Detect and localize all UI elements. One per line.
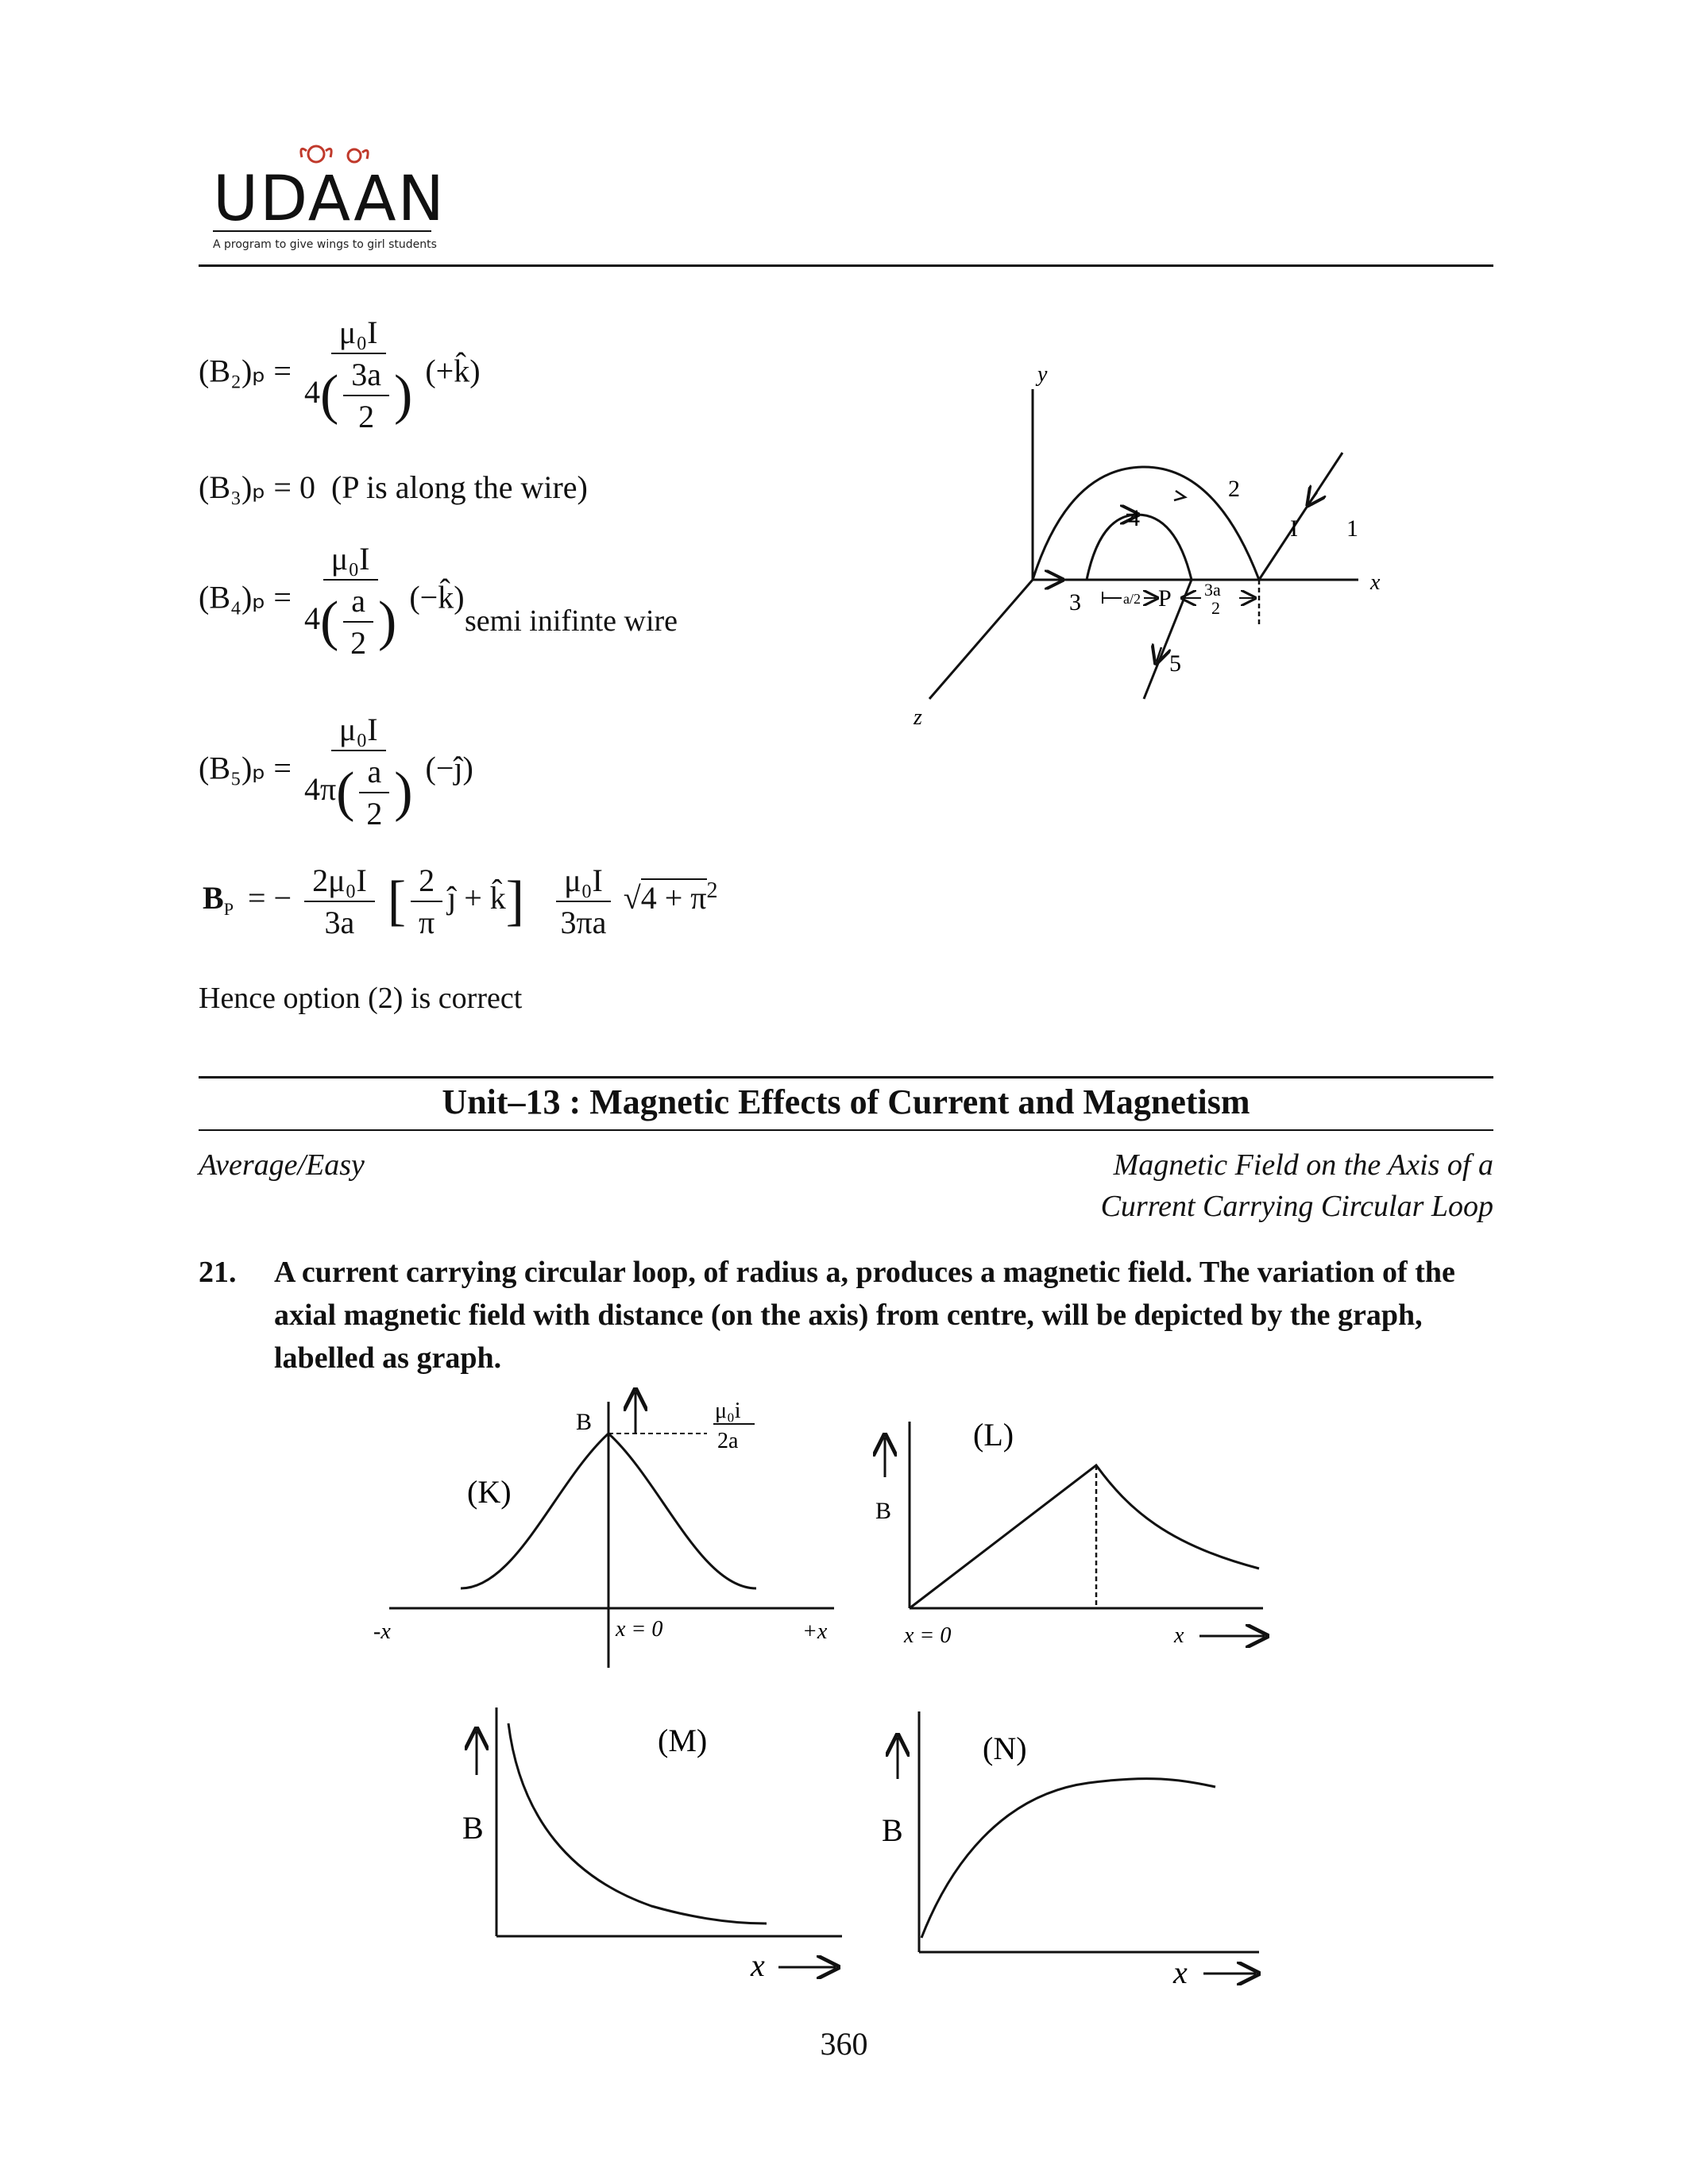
graph-l-curve <box>910 1465 1259 1608</box>
sqrt-icon: √ <box>623 880 641 916</box>
logo-text: UDAAN <box>213 164 446 235</box>
udaan-logo <box>213 135 446 238</box>
graph-m-label: (M) <box>658 1723 708 1758</box>
graph-k <box>373 1386 850 1672</box>
graph-m-curve <box>508 1723 767 1924</box>
graph-l-label: (L) <box>973 1417 1014 1453</box>
eq-b4-den-den: 2 <box>350 625 367 661</box>
question-line-1: A current carrying circular loop, of radius a, produces a magnetic field. The variation of the <box>274 1256 1455 1289</box>
eq-b5-den-num: a <box>359 753 389 793</box>
graph-l-zero: x = 0 <box>904 1623 952 1648</box>
graph-m-b: B <box>462 1810 484 1846</box>
eq-bp-mag-num: μ₀I <box>556 862 611 902</box>
page-number: 360 <box>820 2026 868 2062</box>
eq-bp: $B_P$ = − $\frac{\text{2μ₀I}}{3a}$ [ $\frac{2}{\pi}$ ĵ + k̂] $\frac{\text{μ₀I}}{3\pi a}$ $√4 + \pi^2$ <box>203 862 718 940</box>
tagline: A program to give wings to girl students <box>213 238 437 251</box>
difficulty: Average/Easy <box>199 1148 365 1182</box>
axis-x-label: x <box>1370 570 1381 595</box>
logo-underline <box>213 230 431 232</box>
eq-b2-direction: (+k̂) <box>425 353 481 389</box>
eq-bp-mag-den: 3πa <box>560 905 607 940</box>
eq-b5-den-den: 2 <box>366 796 383 832</box>
eq-b2-num: μ₀I <box>331 314 386 354</box>
eq-bp-br-rest: ĵ + k̂ <box>447 880 506 916</box>
question-line-3: labelled as graph. <box>274 1341 502 1375</box>
question-line-2: axial magnetic field with distance (on the axis) from centre, will be depicted by the graph, <box>274 1298 1423 1332</box>
graph-n-x: x <box>1173 1954 1188 1985</box>
seg-4: 4 <box>1128 505 1140 531</box>
graph-k-peak-num: μ₀i <box>715 1399 741 1423</box>
graph-l-x: x <box>1174 1623 1184 1648</box>
eq-b4-num: μ₀I <box>323 540 378 581</box>
eq-b5-lhs: (B₅)ₚ = <box>199 750 292 786</box>
unit-rule-top <box>199 1076 1493 1078</box>
eq-b2-fraction: μ₀I 4( $\frac{3a}{2}$ ) <box>303 314 413 434</box>
graph-k-zero: x = 0 <box>616 1617 663 1642</box>
eq-bp-sqrt-exp: 2 <box>706 878 718 903</box>
dist-3a-num: 3a <box>1204 580 1221 600</box>
eq-bp-br-num: 2 <box>411 862 442 902</box>
eq-bp-num: 2μ₀I <box>304 862 375 902</box>
eq-b2-den-den: 2 <box>358 399 375 434</box>
graph-n-b: B <box>882 1812 903 1848</box>
eq-bp-sqrt: 4 + π <box>640 880 707 916</box>
axis-z-label: z <box>914 705 922 730</box>
semicircle-outer <box>1033 467 1259 580</box>
graph-m <box>445 1700 858 1985</box>
eq-bp-br-den: π <box>418 905 435 940</box>
conclusion: Hence option (2) is correct <box>199 982 523 1015</box>
topic-line-2: Current Carrying Circular Loop <box>1100 1190 1493 1223</box>
graph-k-label: (K) <box>467 1474 512 1510</box>
eq-b2-lhs: (B₂)ₚ = <box>199 353 292 389</box>
eq-b4-lhs: (B₄)ₚ = <box>199 579 292 615</box>
eq-bp-eq: = − <box>247 880 292 916</box>
unit-title: Unit–13 : Magnetic Effects of Current and Magnetism <box>442 1082 1250 1121</box>
point-p: P <box>1158 585 1172 612</box>
eq-b3-main: (B₃)ₚ = 0 <box>199 469 315 505</box>
current-label: I <box>1290 515 1298 542</box>
eq-b4-direction: (−k̂) <box>409 579 465 615</box>
graph-m-x: x <box>751 1947 765 1983</box>
question-number: 21. <box>199 1256 237 1289</box>
eq-bp-den: 3a <box>324 905 355 940</box>
axis-y-label: y <box>1037 362 1048 387</box>
graph-l <box>866 1406 1295 1652</box>
seg-2: 2 <box>1228 476 1240 502</box>
eq-b3-note: (P is along the wire) <box>330 469 588 505</box>
wire-figure <box>914 357 1406 739</box>
eq-b4 <box>199 540 465 662</box>
eq-b4-den-coef: 4 <box>303 600 320 637</box>
eq-b5-direction: (−ĵ) <box>425 750 473 786</box>
eq-b5-den-coef: 4π <box>303 771 337 808</box>
graph-k-b: B <box>576 1409 593 1435</box>
eq-b2-den-num: 3a <box>343 356 389 396</box>
dist-3a-den: 2 <box>1211 598 1220 618</box>
eq-b2 <box>199 314 481 435</box>
wire-1 <box>1259 453 1342 580</box>
graph-k-neg-x: -x <box>373 1619 391 1644</box>
eq-b3 <box>199 469 588 506</box>
eq-bp-sub: P <box>223 899 234 920</box>
graph-n <box>862 1700 1275 1985</box>
header-rule <box>199 264 1493 267</box>
graph-k-peak-den: 2a <box>717 1429 739 1453</box>
eq-b5-fraction: μ₀I 4π( $\frac{a}{2}$ ) <box>303 712 413 832</box>
eq-b4-note: semi inifinte wire <box>465 604 678 638</box>
eq-bp-lhs: B <box>203 880 224 916</box>
seg-1: 1 <box>1346 515 1358 542</box>
graph-l-b: B <box>875 1498 892 1524</box>
eq-b2-den-coef: 4 <box>303 374 320 411</box>
dist-a-half: a/2 <box>1123 591 1141 607</box>
seg-3: 3 <box>1069 589 1081 615</box>
eq-b5-num: μ₀I <box>331 711 386 751</box>
graph-n-label: (N) <box>983 1731 1027 1766</box>
unit-rule-bottom <box>199 1129 1493 1131</box>
topic-line-1: Magnetic Field on the Axis of a <box>1113 1148 1493 1182</box>
graph-n-curve <box>921 1779 1215 1938</box>
seg-5: 5 <box>1169 650 1181 677</box>
eq-b4-den-num: a <box>343 582 373 623</box>
eq-b5 <box>199 711 473 832</box>
graph-k-pos-x: +x <box>802 1619 828 1644</box>
eq-b4-fraction: μ₀I 4( $\frac{a}{2}$ ) <box>303 541 397 661</box>
z-axis <box>929 580 1033 699</box>
